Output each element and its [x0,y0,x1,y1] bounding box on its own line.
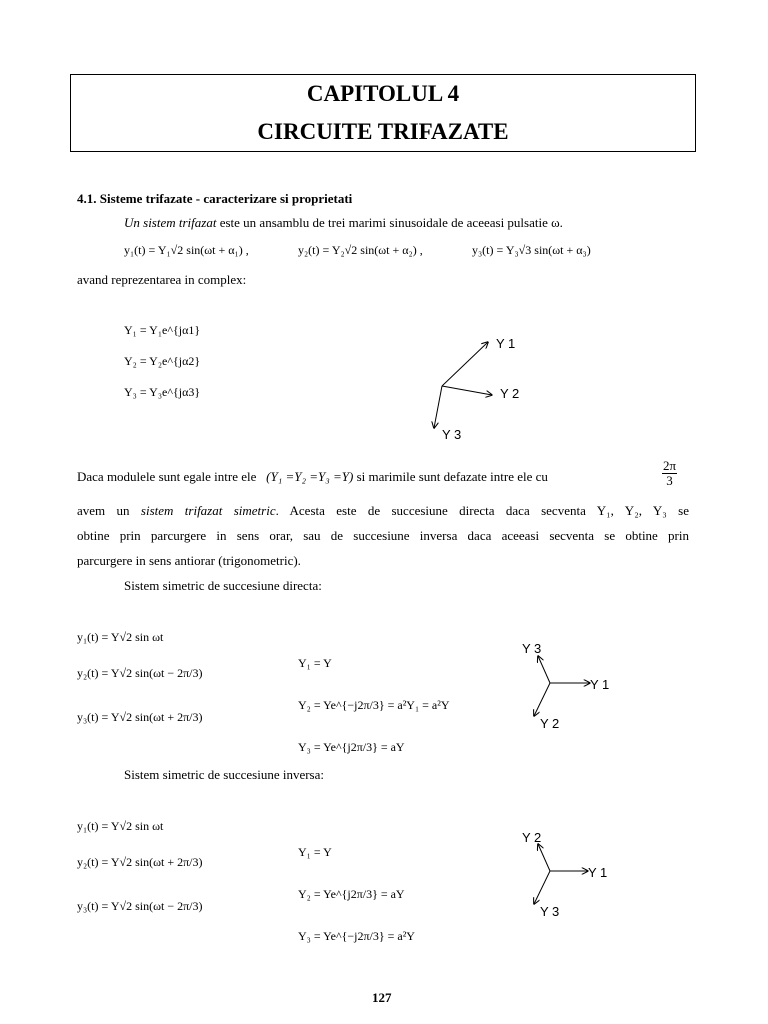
eq-time-y2: y₂(t) = Y₂√2 sin(ωt + α₂) , [298,243,423,257]
phasor-diagram-direct [512,636,622,736]
inverse-y3: y₃(t) = Y√2 sin(ωt − 2π/3) [77,899,203,913]
intro-text: este un ansamblu de trei marimi sinusoidale de aceeasi pulsatie ω. [216,215,563,230]
para-line-3: obtine prin parcurgere in sens orar, sau de succesiune inversa daca aceeasi secventa se obtine prin [77,528,689,543]
chapter-title: CIRCUITE TRIFAZATE [257,119,509,144]
phasor-diagram-inverse [512,826,622,926]
phasor-diagram-general [420,328,540,448]
label-direct-Y3: Y 3 [522,641,542,656]
direct-Y1: Y₁ = Y [298,656,332,670]
eq-time-y1: y₁(t) = Y₁√2 sin(ωt + α₁) , [124,243,249,257]
page-number: 127 [372,990,392,1005]
frac-num: 2π [663,458,677,473]
intro-line [124,215,563,231]
section-heading: 4.1. Sisteme trifazate - caracterizare si proprietati [77,191,353,206]
para-line-1 [77,469,548,485]
direct-caption: Sistem simetric de succesiune directa: [124,578,322,593]
phasor-direct-Y3 [538,656,550,683]
para-l1a: Daca modulele sunt egale intre ele [77,469,257,484]
para-line-4: parcurgere in sens antiorar (trigonometric). [77,553,301,568]
intro-term: Un sistem trifazat [124,215,217,230]
inverse-Y3: Y₃ = Ye^{−j2π/3} = a²Y [298,929,415,943]
para-l1c: si marimile sunt defazate intre ele cu [356,469,548,484]
inverse-y1: y₁(t) = Y√2 sin ωt [77,819,164,833]
para-l1b: (Y₁ =Y₂ =Y₃ =Y) [266,469,354,484]
inverse-Y1: Y₁ = Y [298,845,332,859]
direct-y2: y₂(t) = Y√2 sin(ωt − 2π/3) [77,666,203,680]
phasor-direct-Y2 [534,683,550,716]
label-Y2: Y 2 [500,386,520,401]
phasor-Y2 [442,386,492,395]
label-inverse-Y1: Y 1 [588,865,608,880]
eq-complex-Y2: Y₂ = Y₂e^{jα2} [124,354,201,368]
direct-y3: y₃(t) = Y√2 sin(ωt + 2π/3) [77,710,203,724]
frac-2pi-3 [662,459,677,487]
para-line-2 [77,503,689,519]
label-Y3: Y 3 [442,427,462,442]
para-l2b: sistem trifazat simetric [140,503,276,518]
phasor-Y1 [442,342,488,386]
phasor-Y3 [434,386,442,428]
eq-complex-Y1: Y₁ = Y₁e^{jα1} [124,323,201,337]
inverse-y2: y₂(t) = Y√2 sin(ωt + 2π/3) [77,855,203,869]
complex-label: avand reprezentarea in complex: [77,272,247,287]
chapter-title-box [70,74,696,152]
label-Y1: Y 1 [496,336,516,351]
phasor-inverse-Y3 [534,871,550,904]
frac-den: 3 [666,472,673,488]
para-l2c: . Acesta este de succesiune directa daca secventa Y₁, Y₂, Y₃ se [275,503,689,518]
label-direct-Y1: Y 1 [590,677,610,692]
inverse-caption: Sistem simetric de succesiune inversa: [124,767,325,782]
inverse-Y2: Y₂ = Ye^{j2π/3} = aY [298,887,405,901]
direct-Y2: Y₂ = Ye^{−j2π/3} = a²Y₁ = a²Y [298,698,450,712]
label-inverse-Y3: Y 3 [540,904,560,919]
phasor-inverse-Y2 [538,844,550,871]
label-direct-Y2: Y 2 [540,716,560,731]
eq-complex-Y3: Y₃ = Y₃e^{jα3} [124,385,201,399]
chapter-number: CAPITOLUL 4 [306,81,460,106]
para-l2a: avem un [77,503,130,518]
label-inverse-Y2: Y 2 [522,830,542,845]
direct-Y3: Y₃ = Ye^{j2π/3} = aY [298,740,405,754]
direct-y1: y₁(t) = Y√2 sin ωt [77,630,164,644]
eq-time-y3: y₃(t) = Y₃√3 sin(ωt + α₃) [472,243,591,257]
